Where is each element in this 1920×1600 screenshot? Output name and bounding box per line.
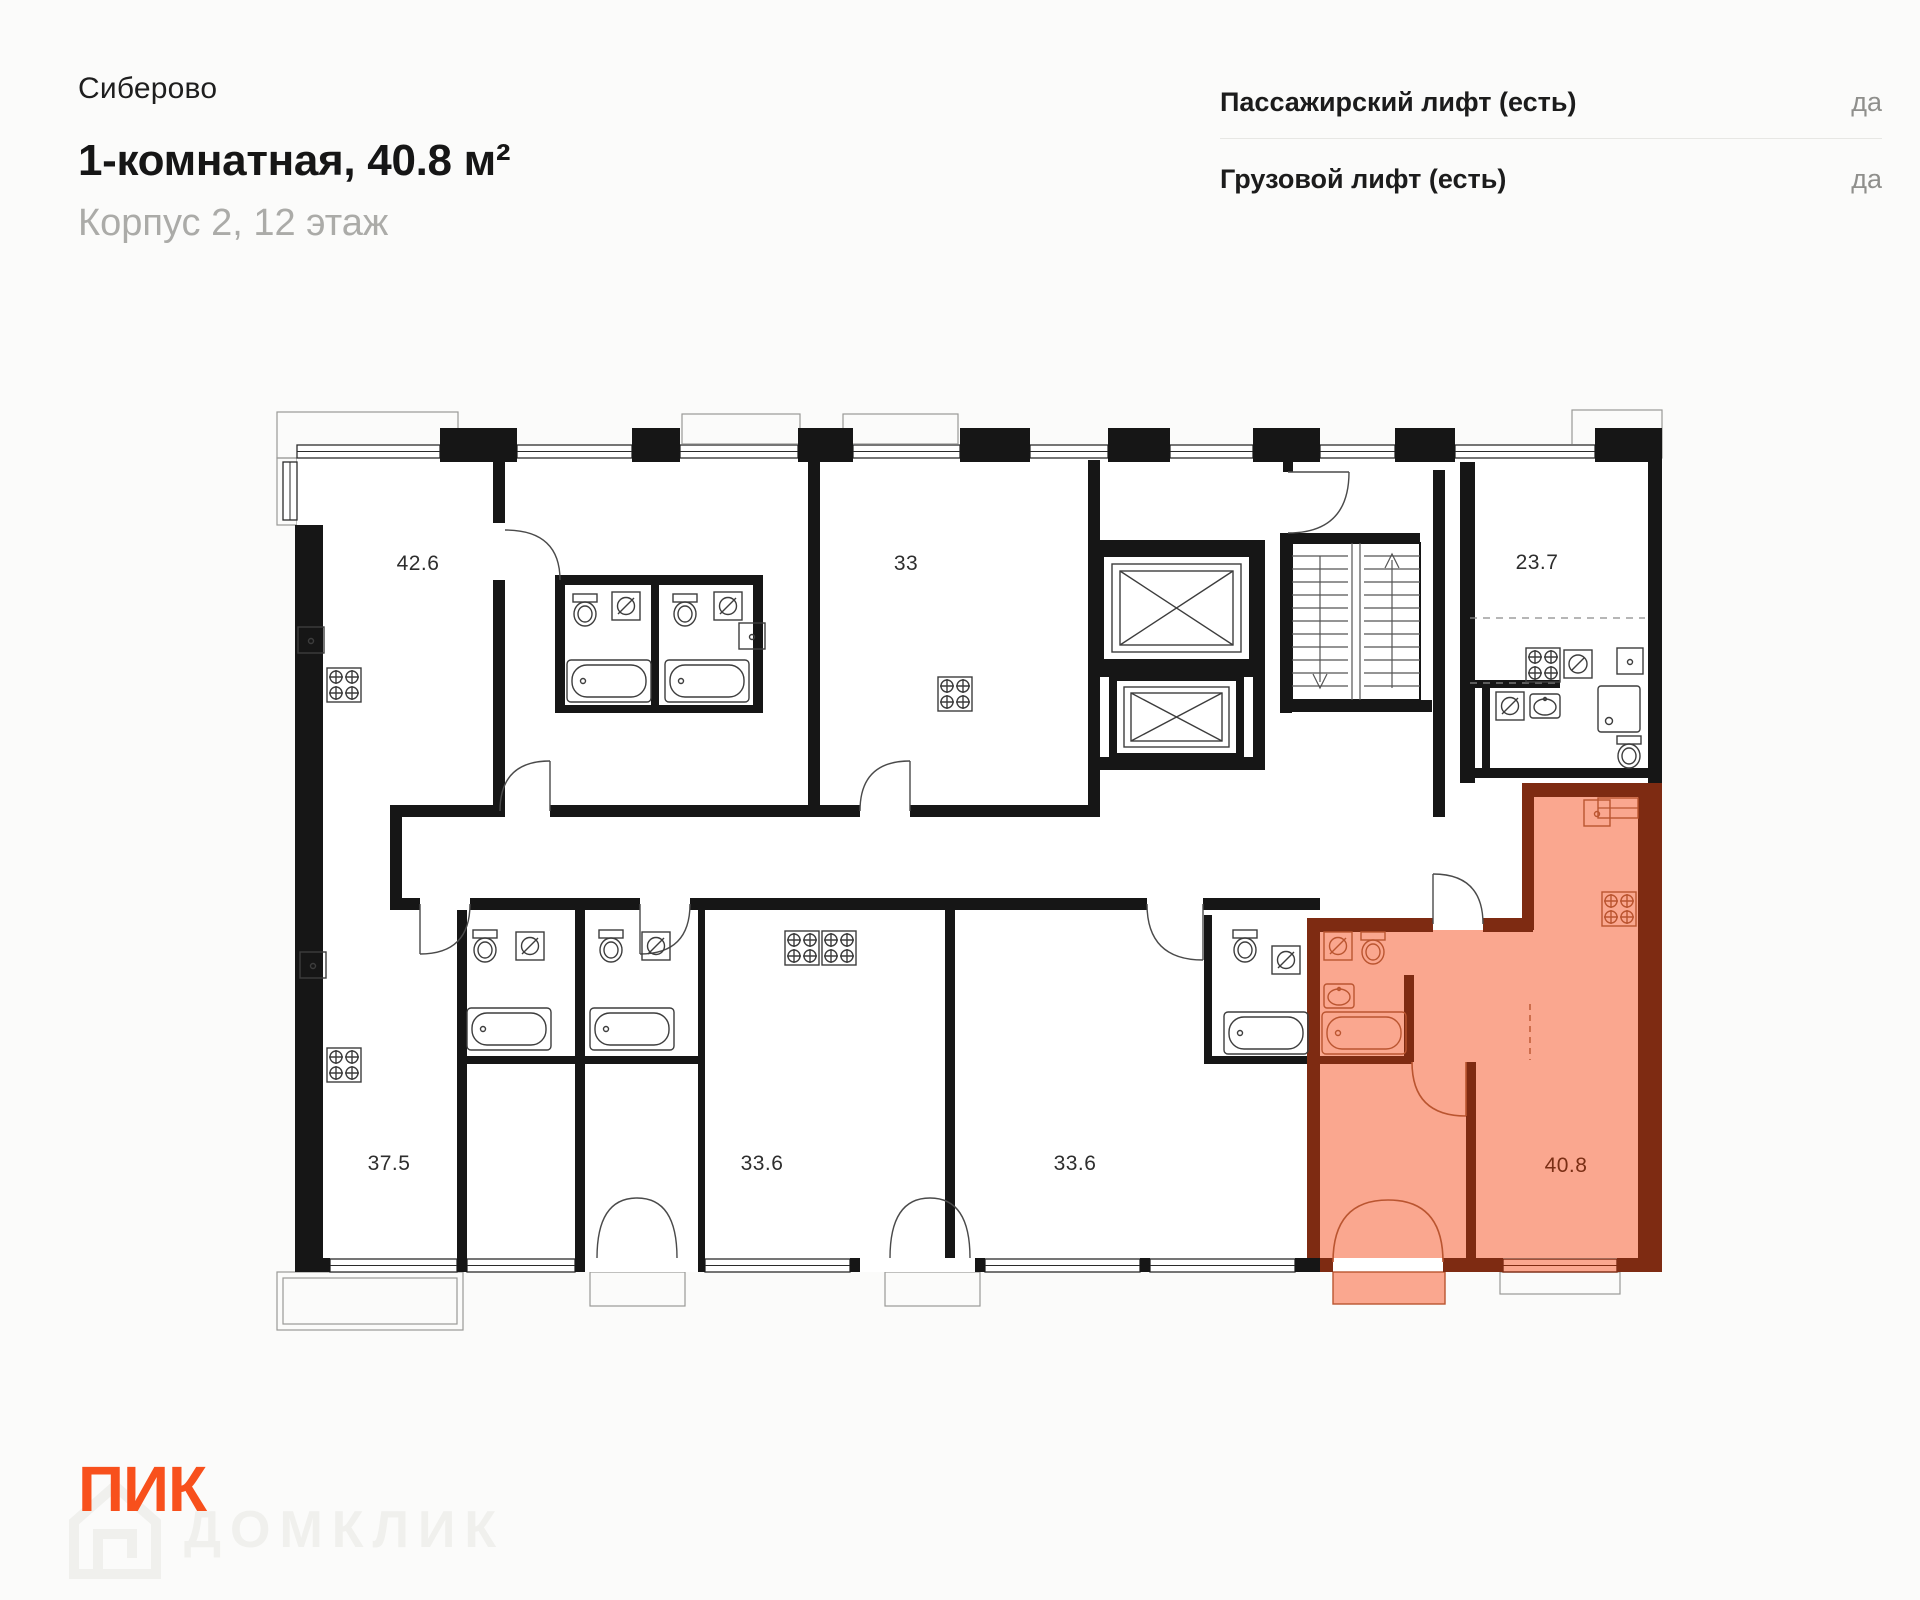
watermark-text: ДОМКЛИК: [184, 1501, 506, 1559]
room-label-33-6-a: 33.6: [740, 1152, 784, 1175]
elevator-shafts: [1100, 553, 1253, 757]
room-label-40-8: 40.8: [1544, 1154, 1588, 1177]
cargo-lift-label: Грузовой лифт (есть): [1220, 163, 1507, 194]
page-subtitle: Корпус 2, 12 этаж: [78, 202, 389, 244]
room-label-23-7: 23.7: [1515, 551, 1559, 574]
pik-logo[interactable]: ПИК: [78, 1453, 207, 1525]
cargo-lift-value: да: [1851, 163, 1882, 194]
passenger-lift-label: Пассажирский лифт (есть): [1220, 86, 1577, 117]
room-label-33-6-b: 33.6: [1053, 1152, 1097, 1175]
room-label-33: 33: [893, 552, 919, 575]
project-name: Сиберово: [78, 72, 218, 105]
passenger-lift-value: да: [1851, 86, 1882, 117]
room-label-37-5: 37.5: [367, 1152, 411, 1175]
room-label-42-6: 42.6: [396, 552, 440, 575]
staircase: [1292, 543, 1420, 700]
page-title: 1-комнатная, 40.8 м²: [78, 136, 511, 185]
